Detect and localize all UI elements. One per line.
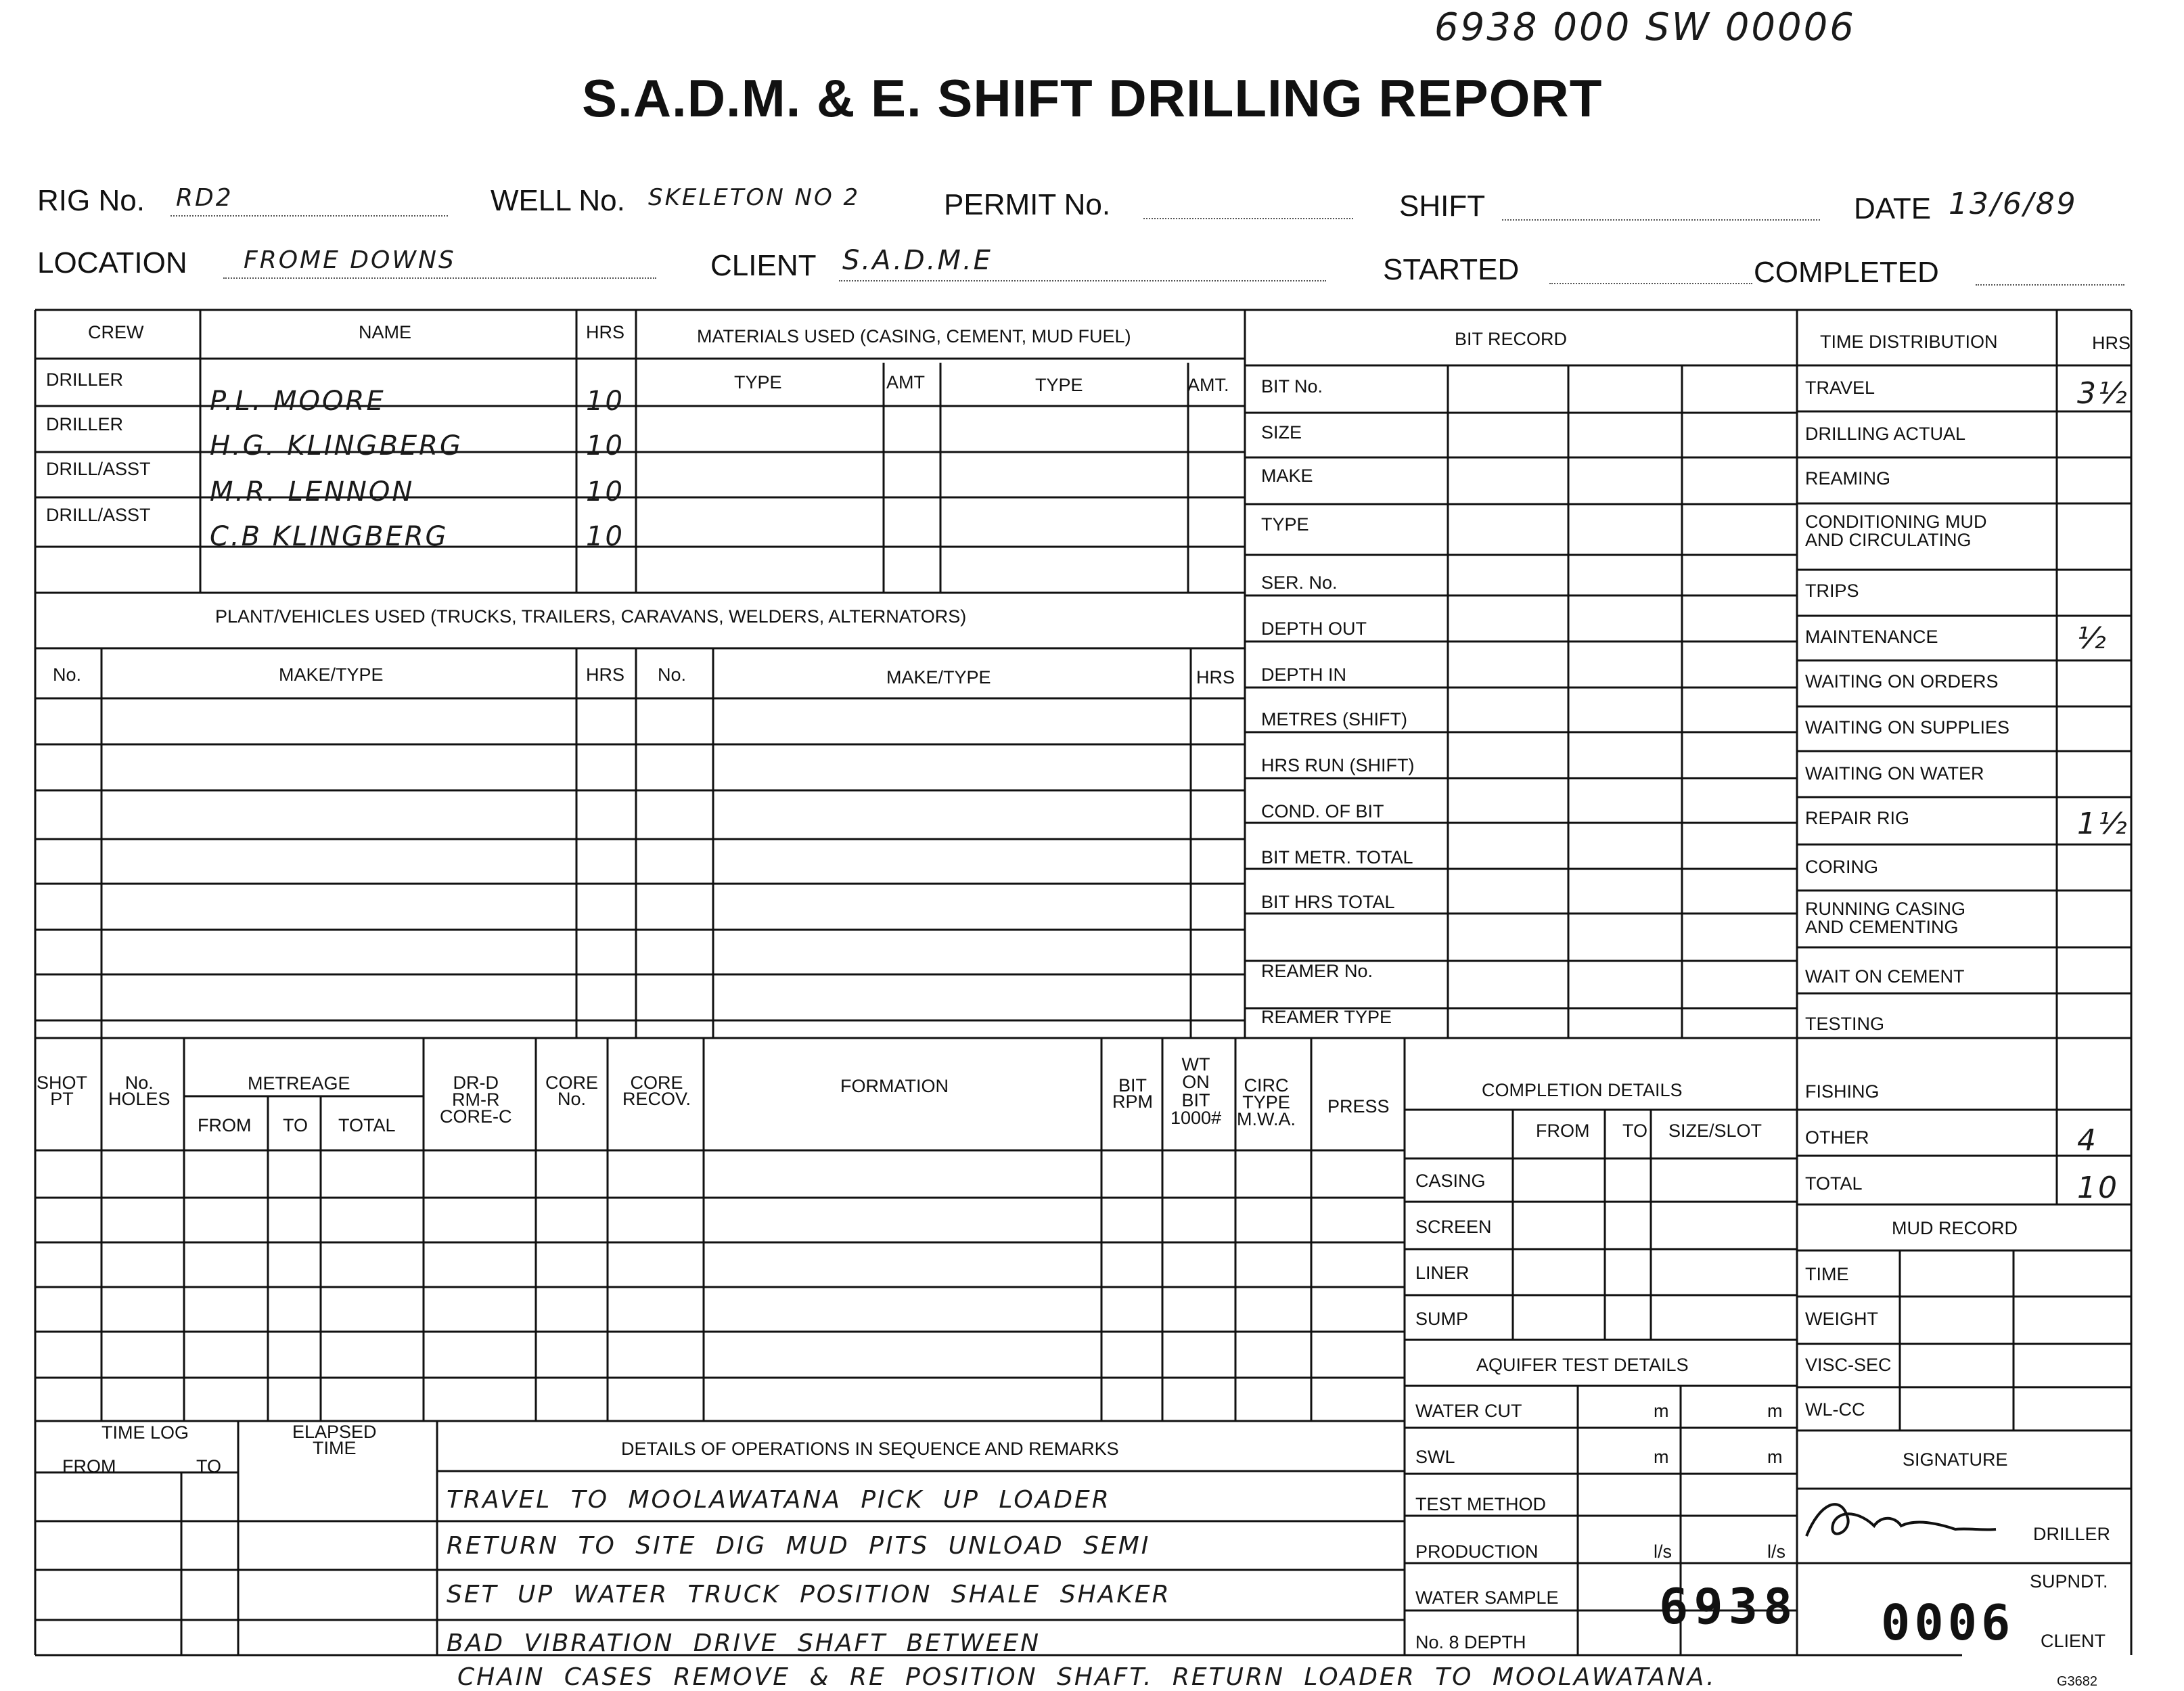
crew-name-2: M.R. LENNON [210,476,415,508]
location-label: LOCATION [37,246,187,279]
mud-row-3: WL-CC [1805,1399,1865,1420]
time-dist-row-11: RUNNING CASING AND CEMENTING [1805,899,1966,937]
remark-line-2: SET UP WATER TRUCK POSITION SHALE SHAKER [447,1581,1171,1608]
remark-line-1: RETURN TO SITE DIG MUD PITS UNLOAD SEMI [447,1532,1151,1560]
time-dist-row-4: TRIPS [1805,581,1859,601]
signature-title: SIGNATURE [1903,1449,2008,1470]
completion-row-1: SCREEN [1415,1217,1492,1237]
time-dist-row-9: REPAIR RIG [1805,808,1910,828]
time-dist-row-16: TOTAL [1805,1173,1863,1194]
materials-amt: AMT [886,372,925,392]
bit-row-8: HRS RUN (SHIFT) [1261,755,1415,775]
bit-row-1: SIZE [1261,422,1302,443]
crew-hrs-1: 10 [586,430,624,461]
rig-label: RIG No. [37,184,145,217]
shift-label: SHIFT [1399,189,1486,223]
aquifer-u1-0: m [1654,1401,1669,1421]
crew-hrs-2: 10 [586,476,624,508]
completion-row-2: LINER [1415,1263,1470,1283]
crew-role-0: DRILLER [46,369,124,390]
materials-type: TYPE [734,372,782,392]
well-label: WELL No. [491,184,625,217]
timelog-to: TO [196,1456,222,1476]
materials-type2: TYPE [1035,375,1083,395]
completion-to: TO [1622,1121,1648,1141]
aquifer-u2-1: m [1767,1447,1783,1467]
col-formation: FORMATION [840,1076,949,1096]
completion-size: SIZE/SLOT [1668,1121,1762,1141]
bit-row-10: BIT METR. TOTAL [1261,847,1413,867]
driller-signature [1800,1495,2003,1550]
plant-make2: MAKE/TYPE [886,667,991,687]
form-code: G3682 [2057,1674,2098,1689]
time-dist-row-14: FISHING [1805,1081,1880,1102]
permit-label: PERMIT No. [944,188,1111,221]
completion-from: FROM [1536,1121,1590,1141]
aquifer-title: AQUIFER TEST DETAILS [1476,1355,1689,1375]
bit-row-13: REAMER TYPE [1261,1007,1392,1027]
aquifer-row-3: PRODUCTION [1415,1541,1539,1562]
location-value: FROME DOWNS [244,246,456,274]
aquifer-row-1: SWL [1415,1447,1455,1467]
signature-supndt: SUPNDT. [2030,1571,2108,1592]
well-value: SKELETON NO 2 [648,184,861,211]
time-dist-row-7: WAITING ON SUPPLIES [1805,717,2010,738]
plant-no2: No. [658,664,687,685]
signature-driller: DRILLER [2033,1524,2111,1544]
reference-number: 6938 000 SW 00006 [1434,5,1856,49]
bit-row-3: TYPE [1261,514,1309,535]
started-label: STARTED [1383,253,1520,286]
materials-amt2: AMT. [1187,375,1229,395]
remark-line-3: BAD VIBRATION DRIVE SHAFT BETWEEN [447,1629,1041,1657]
rig-value: RD2 [176,184,233,212]
form-title: S.A.D.M. & E. SHIFT DRILLING REPORT [582,68,1603,128]
aquifer-row-5: No. 8 DEPTH [1415,1632,1526,1652]
time-dist-row-2: REAMING [1805,468,1891,489]
completed-label: COMPLETED [1754,256,1939,289]
col-core-recov: CORE RECOV. [622,1073,691,1110]
aquifer-u1-1: m [1654,1447,1669,1467]
time-dist-value-16: 10 [2077,1171,2119,1205]
crew-hrs-0: 10 [586,386,624,417]
crew-role-1: DRILLER [46,414,124,434]
details-title: DETAILS OF OPERATIONS IN SEQUENCE AND REMARKS [621,1439,1119,1459]
col-press: PRESS [1327,1096,1390,1117]
client-value: S.A.D.M.E [842,245,993,276]
time-dist-value-5: ½ [2077,621,2108,656]
col-wt-on-bit: WT ON BIT 1000# [1170,1054,1222,1129]
remark-line-0: TRAVEL TO MOOLAWATANA PICK UP LOADER [447,1486,1111,1514]
crew-role-2: DRILL/ASST [46,459,151,479]
crew-name-3: C.B KLINGBERG [210,521,449,552]
aquifer-u1-3: l/s [1654,1541,1672,1562]
plant-make: MAKE/TYPE [279,664,384,685]
client-label: CLIENT [710,249,817,282]
timelog-elapsed: ELAPSED TIME [292,1422,377,1459]
completion-row-0: CASING [1415,1171,1486,1191]
col-no-holes: No. HOLES [108,1073,170,1110]
time-dist-value-9: 1½ [2077,807,2129,841]
mud-row-1: WEIGHT [1805,1309,1878,1329]
bit-row-4: SER. No. [1261,572,1338,593]
time-dist-value-15: 4 [2077,1123,2098,1158]
aquifer-row-0: WATER CUT [1415,1401,1522,1421]
col-circ-type: CIRC TYPE M.W.A. [1237,1075,1296,1129]
time-dist-row-8: WAITING ON WATER [1805,763,1984,784]
crew-name-1: H.G. KLINGBERG [210,430,463,461]
crew-col-hrs: HRS [586,322,625,342]
col-metreage: METREAGE [248,1073,350,1093]
crew-name-0: P.L. MOORE [210,386,386,417]
signature-client: CLIENT [2041,1631,2106,1651]
aquifer-row-2: TEST METHOD [1415,1494,1547,1514]
time-dist-row-5: MAINTENANCE [1805,627,1938,647]
time-dist-title: TIME DISTRIBUTION [1820,332,1998,352]
time-dist-value-0: 3½ [2077,376,2129,411]
time-dist-row-12: WAIT ON CEMENT [1805,966,1965,987]
bit-row-0: BIT No. [1261,376,1323,397]
col-metre-total: TOTAL [338,1115,396,1135]
bit-row-9: COND. OF BIT [1261,801,1384,821]
bit-record-title: BIT RECORD [1455,329,1568,349]
time-dist-row-15: OTHER [1805,1127,1869,1148]
plant-title: PLANT/VEHICLES USED (TRUCKS, TRAILERS, CARAVANS, WELDERS, ALTERNATORS) [215,606,967,627]
bit-row-11: BIT HRS TOTAL [1261,892,1395,912]
time-dist-row-6: WAITING ON ORDERS [1805,671,1999,692]
completion-row-3: SUMP [1415,1309,1469,1329]
col-drd: DR-D RM-R CORE-C [440,1073,512,1127]
bit-row-2: MAKE [1261,466,1313,486]
col-bit-rpm: BIT RPM [1112,1075,1153,1112]
plant-hrs2: HRS [1196,667,1235,687]
remark-line-4: CHAIN CASES REMOVE & RE POSITION SHAFT. RETURN LOADER TO MOOLAWATANA. [457,1663,1716,1691]
aquifer-u2-3: l/s [1767,1541,1785,1562]
col-core-no: CORE No. [545,1073,599,1110]
time-dist-row-0: TRAVEL [1805,378,1875,398]
time-dist-row-10: CORING [1805,857,1878,877]
time-dist-row-3: CONDITIONING MUD AND CIRCULATING [1805,512,1987,550]
mud-row-2: VISC-SEC [1805,1355,1892,1375]
time-dist-row-1: DRILLING ACTUAL [1805,424,1966,444]
materials-title: MATERIALS USED (CASING, CEMENT, MUD FUEL) [697,326,1131,346]
bit-row-6: DEPTH IN [1261,664,1347,685]
date-label: DATE [1854,192,1932,225]
mud-title: MUD RECORD [1892,1218,2018,1238]
timelog-from: FROM [62,1456,116,1476]
col-metre-from: FROM [198,1115,252,1135]
bit-row-12: REAMER No. [1261,961,1373,981]
col-metre-to: TO [283,1115,309,1135]
completion-title: COMPLETION DETAILS [1482,1080,1683,1100]
bit-row-7: METRES (SHIFT) [1261,709,1407,729]
crew-col-crew: CREW [88,322,144,342]
crew-role-3: DRILL/ASST [46,505,151,525]
crew-col-name: NAME [359,322,412,342]
timelog-title: TIME LOG [101,1422,189,1443]
date-value: 13/6/89 [1949,187,2078,221]
stamp-right: 0006 [1881,1594,2015,1651]
time-dist-row-13: TESTING [1805,1014,1885,1034]
time-dist-hrs: HRS [2092,333,2131,353]
mud-row-0: TIME [1805,1264,1849,1284]
col-shot-pt: SHOT PT [37,1073,88,1110]
bit-row-5: DEPTH OUT [1261,618,1367,639]
crew-hrs-3: 10 [586,521,624,552]
stamp-left: 6938 [1659,1578,1798,1635]
plant-no: No. [53,664,82,685]
aquifer-row-4: WATER SAMPLE [1415,1587,1559,1608]
plant-hrs: HRS [586,664,625,685]
aquifer-u2-0: m [1767,1401,1783,1421]
